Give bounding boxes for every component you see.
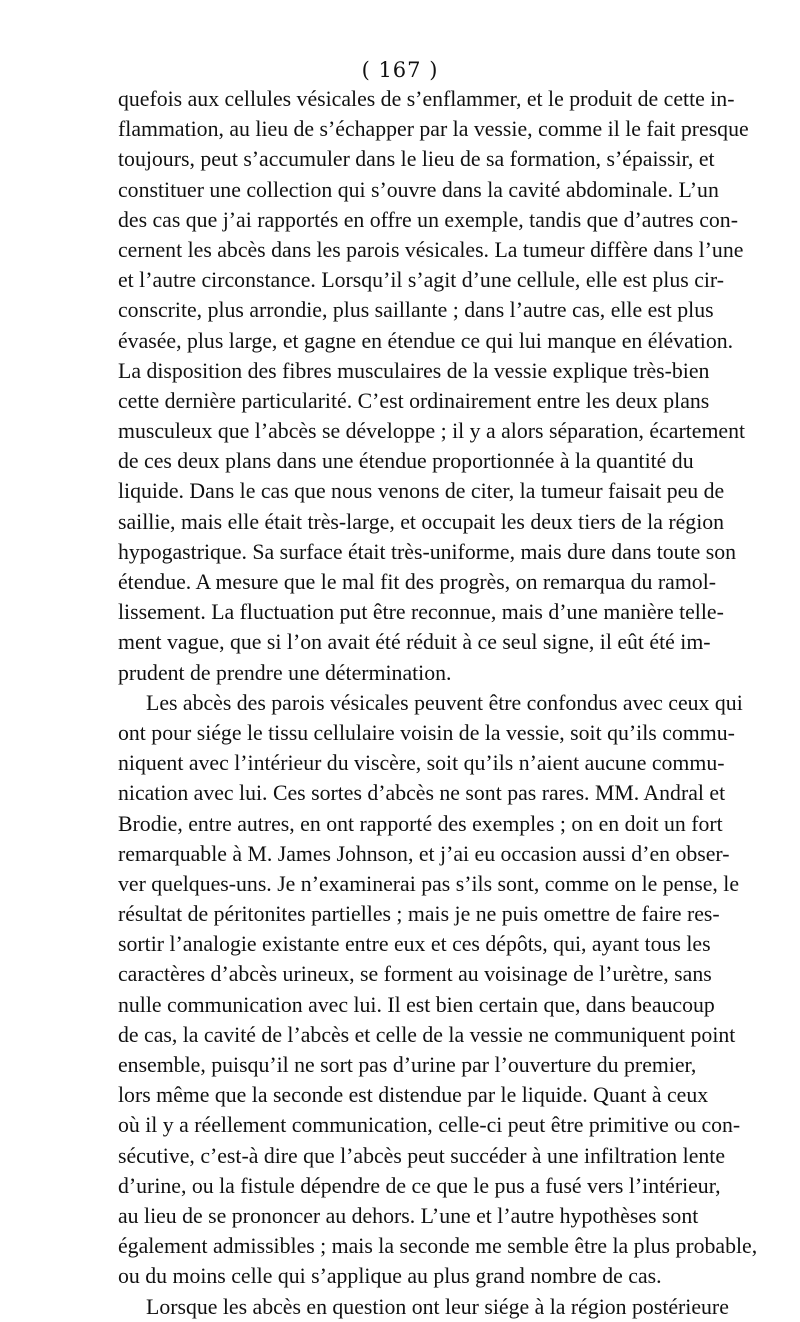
text-line: de ces deux plans dans une étendue proportionnée à la quantité du <box>118 449 694 474</box>
text-line: Brodie, entre autres, en ont rapporté des exemples ; on en doit un fort <box>118 811 723 836</box>
text-line: caractères d’abcès urineux, se forment au voisinage de l’urètre, sans <box>118 962 712 987</box>
text-line: lors même que la seconde est distendue par le liquide. Quant à ceux <box>118 1083 709 1108</box>
paragraph-end-line: prudent de prendre une détermination. <box>118 660 452 685</box>
text-line: également admissibles ; mais la seconde me semble être la plus probable, <box>118 1234 758 1259</box>
text-line: quefois aux cellules vésicales de s’enflammer, et le produit de cette in- <box>118 87 735 111</box>
text-line: La disposition des fibres musculaires de la vessie explique très-bien <box>118 358 710 383</box>
text-line: de cas, la cavité de l’abcès et celle de la vessie ne communiquent point <box>118 1022 736 1047</box>
text-line: ment vague, que si l’on avait été réduit à ce seul signe, il eût été im- <box>118 630 711 655</box>
text-line: niquent avec l’intérieur du viscère, soit qu’ils n’aient aucune commu- <box>118 751 725 776</box>
text-line: des cas que j’ai rapportés en offre un exemple, tandis que d’autres con- <box>118 207 738 232</box>
text-line: toujours, peut s’accumuler dans le lieu de sa formation, s’épaissir, et <box>118 147 715 172</box>
text-line: évasée, plus large, et gagne en étendue ce qui lui manque en élévation. <box>118 328 734 353</box>
text-line: et l’autre circonstance. Lorsqu’il s’agit d’une cellule, elle est plus cir- <box>118 268 725 293</box>
text-line: nication avec lui. Ces sortes d’abcès ne sont pas rares. MM. Andral et <box>118 781 726 806</box>
text-line: résultat de péritonites partielles ; mais je ne puis omettre de faire res- <box>118 902 720 927</box>
text-line: sécutive, c’est-à dire que l’abcès peut succéder à une infiltration lente <box>118 1143 726 1168</box>
text-line: conscrite, plus arrondie, plus saillante ; dans l’autre cas, elle est plus <box>118 298 714 323</box>
text-line: musculeux que l’abcès se développe ; il y a alors séparation, écartement <box>118 419 746 444</box>
text-line: d’urine, ou la fistule dépendre de ce que le pus a fusé vers l’intérieur, <box>118 1173 721 1198</box>
text-line: hypogastrique. Sa surface était très-uniforme, mais dure dans toute son <box>118 539 737 564</box>
text-line: lissement. La fluctuation put être reconnue, mais d’une manière telle- <box>118 600 724 625</box>
text-line: étendue. A mesure que le mal fit des progrès, on remarqua du ramol- <box>118 570 717 594</box>
paragraph-start-line: Lorsque les abcès en question ont leur siége à la région postérieure <box>146 1294 729 1319</box>
text-line: nulle communication avec lui. Il est bien certain que, dans beaucoup <box>118 992 715 1017</box>
text-line: où il y a réellement communication, celle-ci peut être primitive ou con- <box>118 1113 741 1138</box>
text-line: liquide. Dans le cas que nous venons de citer, la tumeur faisait peu de <box>118 479 725 504</box>
page-number: ( 167 ) <box>361 58 439 82</box>
text-line: ensemble, puisqu’il ne sort pas d’urine par l’ouverture du premier, <box>118 1053 697 1077</box>
text-line: saillie, mais elle était très-large, et occupait les deux tiers de la région <box>118 509 725 534</box>
text-line: au lieu de se prononcer au dehors. L’une et l’autre hypothèses sont <box>118 1203 699 1228</box>
text-line: flammation, au lieu de s’échapper par la vessie, comme il le fait presque <box>118 117 749 142</box>
paragraph-end-line: ou du moins celle qui s’applique au plus grand nombre de cas. <box>118 1264 662 1289</box>
text-line: sortir l’analogie existante entre eux et ces dépôts, qui, ayant tous les <box>118 932 711 957</box>
text-line: constituer une collection qui s’ouvre dans la cavité abdominale. L’un <box>118 177 719 202</box>
text-line: ver quelques-uns. Je n’examinerai pas s’ils sont, comme on le pense, le <box>118 871 740 896</box>
text-line: remarquable à M. James Johnson, et j’ai eu occasion aussi d’en obser- <box>118 841 730 866</box>
text-line: ont pour siége le tissu cellulaire voisin de la vessie, soit qu’ils commu- <box>118 720 735 745</box>
paragraph-start-line: Les abcès des parois vésicales peuvent être confondus avec ceux qui <box>146 690 743 715</box>
text-line: cette dernière particularité. C’est ordinairement entre les deux plans <box>118 388 710 413</box>
text-line: cernent les abcès dans les parois vésicales. La tumeur diffère dans l’une <box>118 237 744 262</box>
body-text <box>118 84 758 1322</box>
